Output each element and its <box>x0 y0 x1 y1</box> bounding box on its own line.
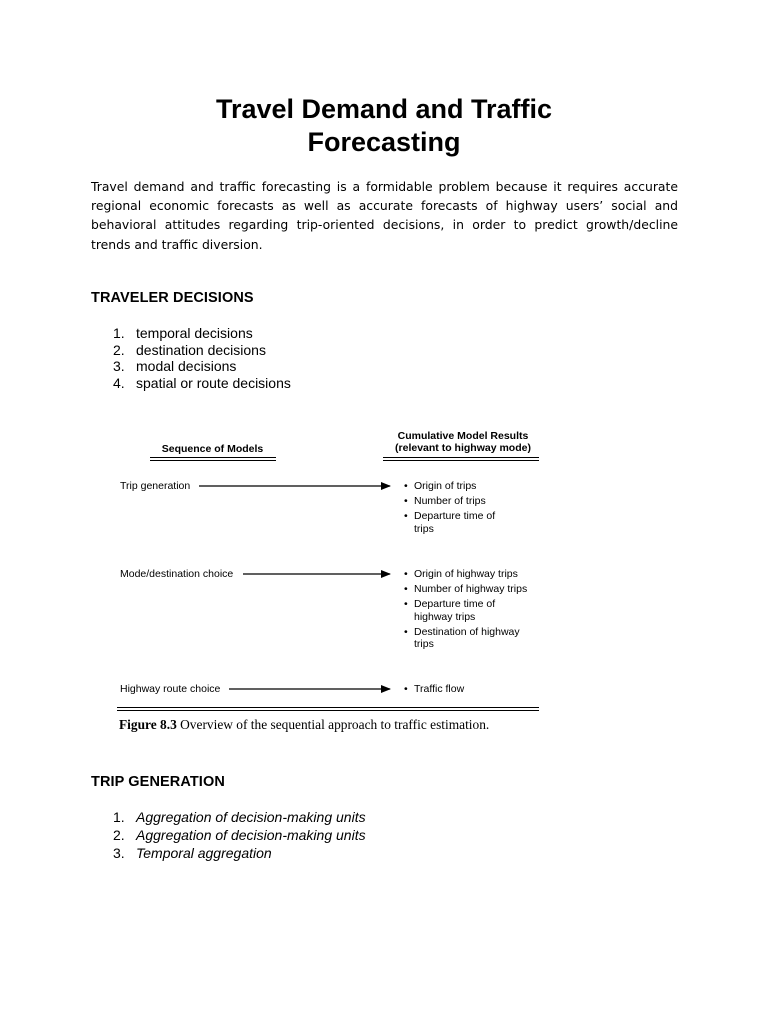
list-item-number: 1. <box>113 325 125 341</box>
list-item <box>113 809 366 827</box>
result-item: • Departure time of trips <box>404 510 509 534</box>
list-item <box>113 342 291 359</box>
list-item <box>113 325 291 342</box>
right-header-line-2: (relevant to highway mode) <box>395 442 531 454</box>
figure-caption <box>119 717 489 733</box>
list-item-text: Aggregation of decision-making units <box>136 809 366 825</box>
traveler-decisions-list <box>113 325 291 391</box>
sequential-models-figure <box>100 420 560 740</box>
stage-label-route-choice: Highway route choice <box>120 683 221 695</box>
result-item: • Number of trips <box>404 495 564 507</box>
traveler-decisions-heading: TRAVELER DECISIONS <box>91 290 254 306</box>
stage-label-trip-generation: Trip generation <box>120 480 191 492</box>
results-mode-destination <box>404 568 564 653</box>
list-item-number: 3. <box>113 358 125 375</box>
list-item <box>113 827 366 845</box>
result-item: • Traffic flow <box>404 683 564 695</box>
right-header-line-1: Cumulative Model Results <box>397 430 529 442</box>
list-item-number: 4. <box>113 374 125 391</box>
page-title <box>0 93 768 159</box>
trip-generation-list <box>113 809 366 862</box>
figure-bottom-rule <box>117 707 539 708</box>
list-item-text: Temporal aggregation <box>136 844 272 861</box>
intro-paragraph: Travel demand and traffic forecasting is a formidable problem because it requires accurate regional economic forecasts as well as accurate forecasts of highway users’ social and behavioral attitudes regarding trip-oriented decisions, in order to predict growth/decline trends and traffic diversion. <box>91 179 678 252</box>
list-item-text: modal decisions <box>136 358 237 375</box>
result-item: • Number of highway trips <box>404 583 564 595</box>
list-item-text: spatial or route decisions <box>136 374 291 391</box>
list-item <box>113 845 366 863</box>
results-route-choice <box>404 683 564 698</box>
list-item-text: destination decisions <box>136 341 266 358</box>
figure-caption-text: Overview of the sequential approach to traffic estimation. <box>180 717 490 732</box>
list-item-number: 1. <box>113 809 125 825</box>
stage-label-mode-destination: Mode/destination choice <box>120 568 234 580</box>
page-title-line-1: Travel Demand and Traffic <box>215 94 553 124</box>
result-item: • Origin of highway trips <box>404 568 564 580</box>
result-item: • Destination of highway trips <box>404 626 534 650</box>
page-title-line-2: Forecasting <box>307 127 461 157</box>
list-item-number: 2. <box>113 341 125 358</box>
figure-bottom-rule <box>117 710 539 711</box>
list-item-text: temporal decisions <box>136 325 253 341</box>
results-trip-generation <box>404 480 564 538</box>
left-column-header: Sequence of Models <box>161 443 264 455</box>
result-item: • Departure time of highway trips <box>404 598 509 622</box>
list-item <box>113 358 291 375</box>
list-item <box>113 375 291 392</box>
trip-generation-heading: TRIP GENERATION <box>91 774 225 790</box>
list-item-number: 3. <box>113 844 125 861</box>
result-item: • Origin of trips <box>404 480 564 492</box>
figure-caption-label: Figure 8.3 <box>119 717 177 732</box>
list-item-text: Aggregation of decision-making units <box>136 826 366 843</box>
list-item-number: 2. <box>113 826 125 843</box>
